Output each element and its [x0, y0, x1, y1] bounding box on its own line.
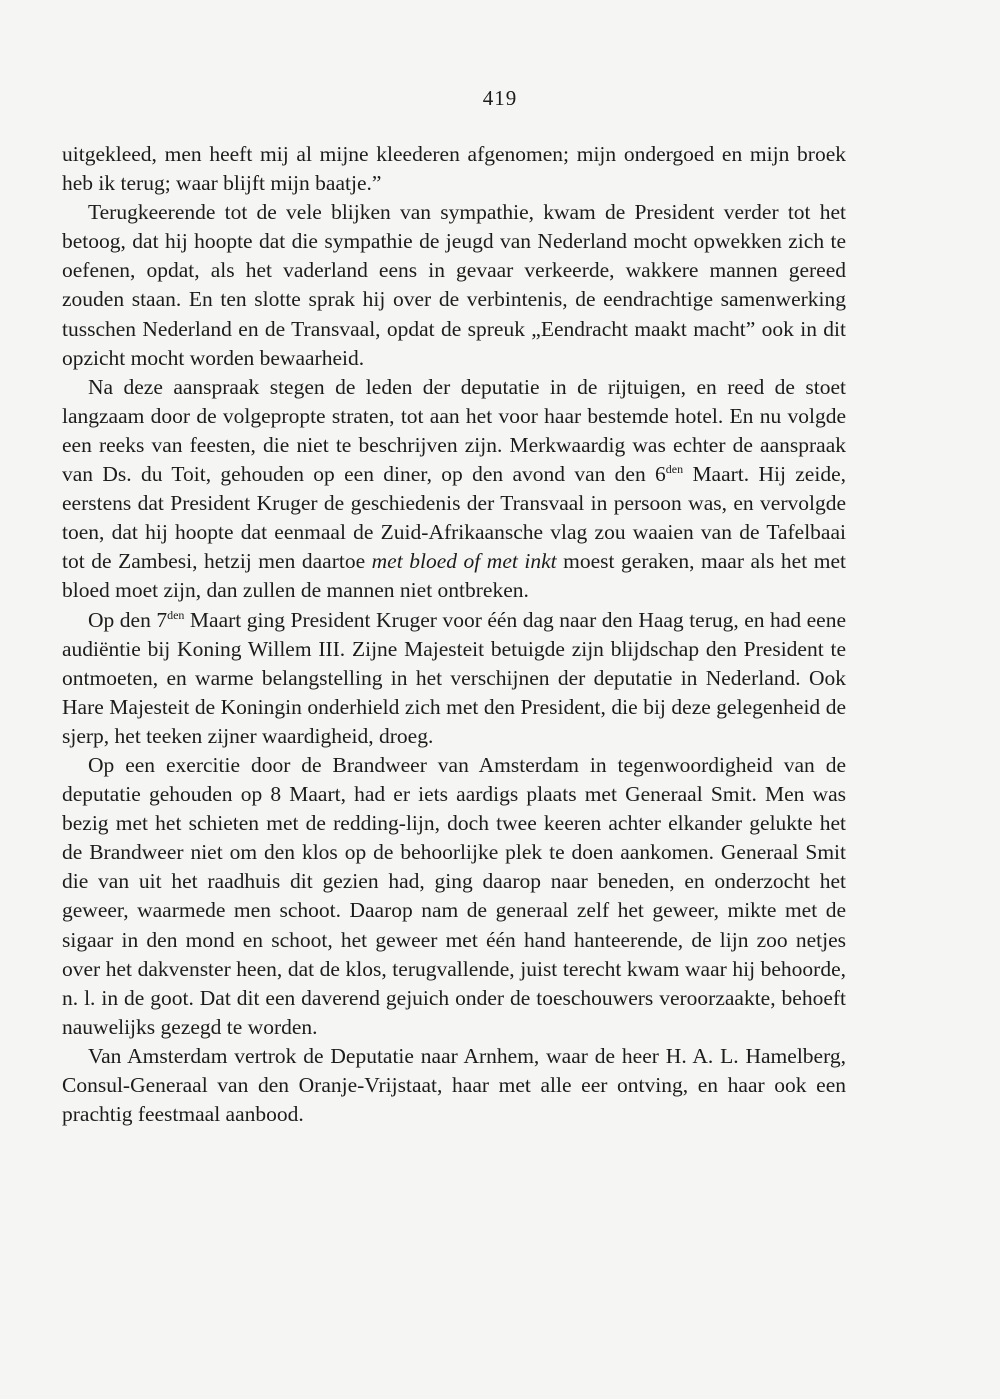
paragraph-1: uitgekleed, men heeft mij al mijne kleederen afgenomen; mijn ondergoed en mijn broek heb ik terug; waar blijft mijn baatje.”	[62, 142, 846, 196]
ordinal-suffix: den	[665, 462, 684, 477]
paragraph-3	[62, 373, 846, 606]
paragraph-4-text-b: Maart ging President Kruger voor één dag naar den Haag terug, en had eene audiëntie bij Koning Willem III. Zijne Majesteit betuigde zijn blijdschap den President te ontmoeten, en warme belangstelling in het verschijnen der deputatie in Nederland. Ook Hare Majesteit de Koningin onderhield zich met den President, die bij deze gelegenheid de sjerp, het teeken zijner waardigheid, droeg.	[62, 607, 846, 748]
paragraph-2: Terugkeerende tot de vele blijken van sympathie, kwam de President verder tot het betoog, dat hij hoopte dat die sympathie de jeugd van Nederland mocht opwekken zich te oefenen, opdat, als het vaderland eens in gevaar verkeerde, wakkere mannen gereed zouden staan. En ten slotte sprak hij over de verbintenis, de eendrachtige samenwerking tusschen Nederland en de Transvaal, opdat de spreuk „Eendracht maakt macht” ook in dit opzicht mocht worden bewaarheid.	[62, 200, 846, 370]
page-number: 419	[482, 86, 518, 110]
paragraph-6: Van Amsterdam vertrok de Deputatie naar Arnhem, waar de heer H. A. L. Hamelberg, Consul-Generaal van den Oranje-Vrijstaat, haar met alle eer ontving, en haar ook een prachtig feestmaal aanbood.	[62, 1043, 846, 1127]
paragraph-4-text-a: Op den 7	[88, 607, 168, 632]
ordinal-suffix: den	[167, 607, 185, 622]
italic-phrase: met bloed of met inkt	[371, 549, 557, 574]
paragraph-3-text-a: Na deze aanspraak stegen de leden der deputatie in de rijtuigen, en reed de stoet langzaam door de volgepropte straten, tot aan het voor haar bestemde hotel. En nu volgde een reeks van feesten, die niet te beschrijven zijn. Merkwaardig was echter de aanspraak van Ds. du Toit, gehouden op een diner, op den avond van den 6	[62, 374, 846, 487]
paragraph-4	[62, 606, 846, 751]
paragraph-5: Op een exercitie door de Brandweer van Amsterdam in tegenwoordigheid van de deputatie gehouden op 8 Maart, had er iets aardigs plaats met Generaal Smit. Men was bezig met het schieten met de redding-lijn, doch twee keeren achter elkander gelukte het de Brandweer niet om den klos op de behoorlijke plek te doen aankomen. Generaal Smit die van uit het raadhuis dit gezien had, ging daarop naar beneden, en onderzocht het geweer, waarmede men schoot. Daarop nam de generaal zelf het geweer, mikte met de sigaar in den mond en schoot, het geweer met één hand hanteerende, de lijn zoo netjes over het dakvenster heen, dat de klos, terugvallende, juist terecht kwam waar hij behoorde, n. l. in de goot. Dat dit een daverend gejuich onder de toeschouwers veroorzaakte, behoeft nauwelijks gezegd te worden.	[62, 752, 846, 1039]
paragraph-3-text-c: moest geraken, maar als het met bloed moet zijn, dan zullen de mannen niet ontbreken.	[62, 549, 846, 603]
paragraph-3-text-b: Maart. Hij zeide, eerstens dat President Kruger de geschiedenis der Transvaal in persoon was, en vervolgde toen, dat hij hoopte dat eenmaal de Zuid-Afrikaansche vlag zou waaien van de Tafelbaai tot de Zambesi, hetzij men daartoe	[62, 462, 846, 574]
body-text	[62, 140, 846, 1129]
